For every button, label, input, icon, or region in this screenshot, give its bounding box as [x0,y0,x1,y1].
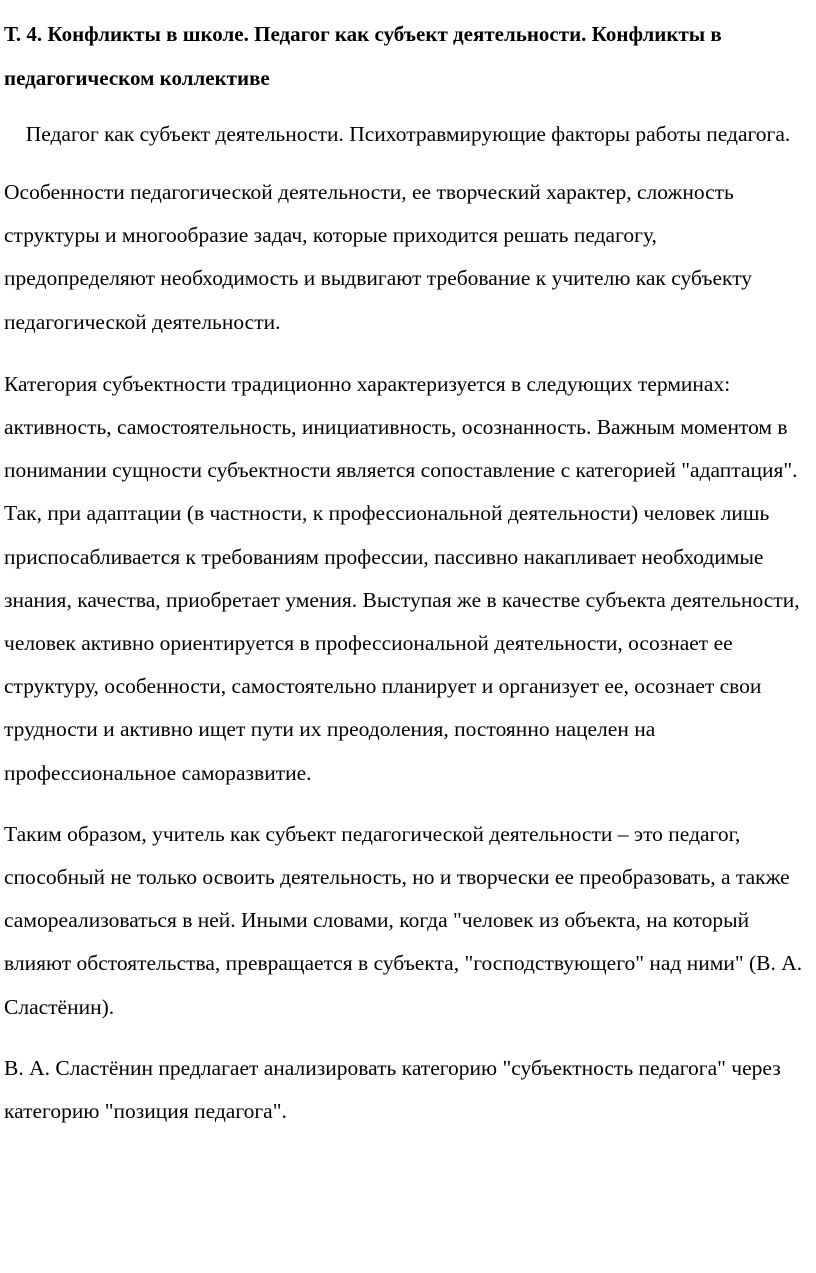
paragraph-2: Категория субъектности традиционно характеризуется в следующих терминах: активность, самостоятельность, инициативность, осознанность. Важным моментом в понимании сущности субъектности является сопоставление с категорией "адаптация". Так, при адаптации (в частности, к профессиональной деятельности) человек лишь приспосабливается к требованиям профессии, пассивно накапливает необходимые знания, качества, приобретает умения. Выступая же в качестве субъекта деятельности, человек активно ориентируется в профессиональной деятельности, осознает ее структуру, особенности, самостоятельно планирует и организует ее, осознает свои трудности и активно ищет пути их преодоления, постоянно нацелен на профессиональное саморазвитие. [4,371,800,785]
paragraph-4: В. А. Сластёнин предлагает анализировать категорию "субъектность педагога" через категорию "позиция педагога". [4,1055,781,1124]
paragraph-1: Особенности педагогической деятельности, ее творческий характер, сложность структуры и многообразие задач, которые приходится решать педагогу, предопределяют необходимость и выдвигают требование к учителю как субъекту педагогической деятельности. [4,180,753,334]
document-title: Т. 4. Конфликты в школе. Педагог как субъект деятельности. Конфликты в педагогическом коллективе [4,22,722,90]
paragraph-3: Таким образом, учитель как субъект педагогической деятельности – это педагог, способный не только освоить деятельность, но и творчески ее преобразовать, а также самореализоваться в ней. Иными словами, когда "человек из объекта, на который влияют обстоятельства, превращается в субъекта, "господствующего" над ними" (В. А. Сластёнин). [4,821,803,1019]
document-subtitle: Педагог как субъект деятельности. Психотравмирующие факторы работы педагога. [25,122,791,146]
